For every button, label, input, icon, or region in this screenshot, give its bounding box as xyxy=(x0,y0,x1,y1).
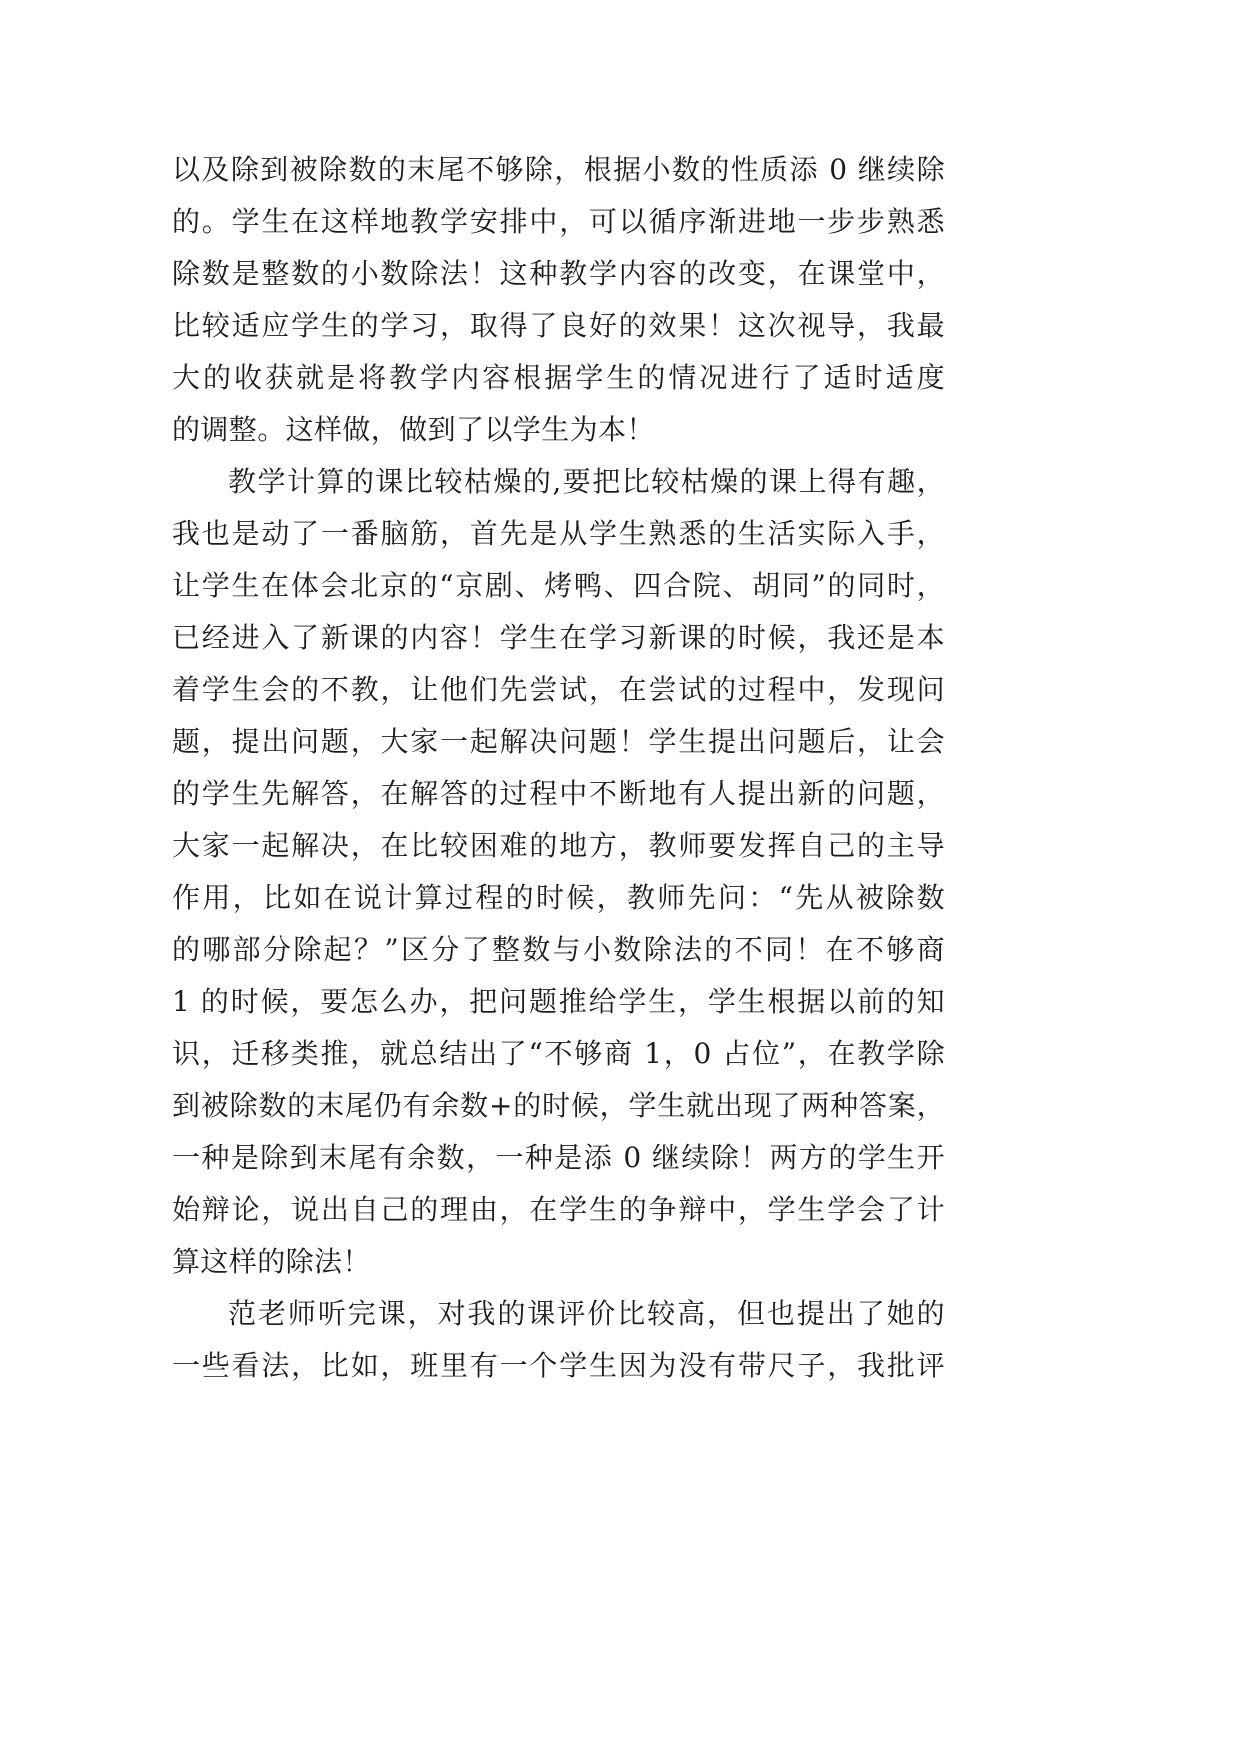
text-line: 一些看法，比如，班里有一个学生因为没有带尺子，我批评 xyxy=(172,1349,945,1382)
text-line: 一种是除到末尾有余数，一种是添 0 继续除！两方的学生开 xyxy=(172,1141,945,1174)
text-line: 作用，比如在说计算过程的时候，教师先问：“先从被除数 xyxy=(172,881,945,914)
text-line: 教学计算的课比较枯燥的,要把比较枯燥的课上得有趣， xyxy=(228,465,945,498)
text-line: 我也是动了一番脑筋，首先是从学生熟悉的生活实际入手， xyxy=(172,517,945,550)
text-line: 让学生在体会北京的“京剧、烤鸭、四合院、胡同”的同时， xyxy=(172,569,945,602)
text-line: 始辩论，说出自己的理由，在学生的争辩中，学生学会了计 xyxy=(172,1193,945,1226)
text-line: 到被除数的末尾仍有余数+的时候，学生就出现了两种答案， xyxy=(172,1089,945,1122)
text-line: 已经进入了新课的内容！学生在学习新课的时候，我还是本 xyxy=(172,621,945,654)
text-line: 范老师听完课，对我的课评价比较高，但也提出了她的 xyxy=(228,1297,945,1330)
text-line: 的调整。这样做，做到了以学生为本！ xyxy=(172,413,655,446)
text-line: 题，提出问题，大家一起解决问题！学生提出问题后，让会 xyxy=(172,725,945,758)
text-line: 识，迁移类推，就总结出了“不够商 1，0 占位”，在教学除 xyxy=(172,1037,945,1070)
document-page xyxy=(172,144,945,1392)
paragraph xyxy=(172,144,945,456)
text-line: 算这样的除法！ xyxy=(172,1245,371,1278)
paragraph xyxy=(172,1288,945,1392)
text-line: 的。学生在这样地教学安排中，可以循序渐进地一步步熟悉 xyxy=(172,205,945,238)
paragraph xyxy=(172,456,945,1288)
text-line: 除数是整数的小数除法！这种教学内容的改变，在课堂中， xyxy=(172,257,945,290)
text-line: 以及除到被除数的末尾不够除，根据小数的性质添 0 继续除 xyxy=(172,153,945,186)
text-line: 1 的时候，要怎么办，把问题推给学生，学生根据以前的知 xyxy=(172,985,945,1018)
text-line: 着学生会的不教，让他们先尝试，在尝试的过程中，发现问 xyxy=(172,673,945,706)
text-line: 大的收获就是将教学内容根据学生的情况进行了适时适度 xyxy=(172,361,945,394)
text-line: 的哪部分除起？”区分了整数与小数除法的不同！在不够商 xyxy=(172,933,945,966)
text-line: 大家一起解决，在比较困难的地方，教师要发挥自己的主导 xyxy=(172,829,945,862)
text-line: 的学生先解答，在解答的过程中不断地有人提出新的问题， xyxy=(172,777,945,810)
text-line: 比较适应学生的学习，取得了良好的效果！这次视导，我最 xyxy=(172,309,945,342)
